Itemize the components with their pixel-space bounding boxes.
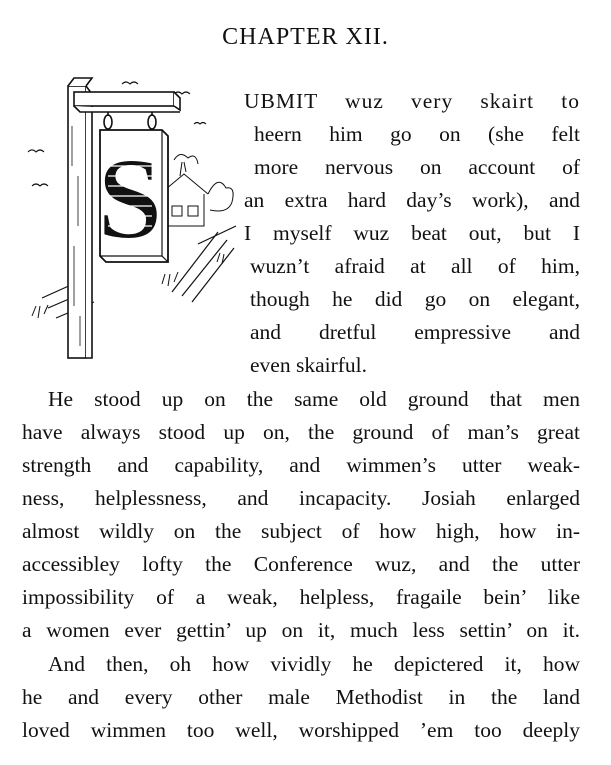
text-line: though he did go on elegant, xyxy=(250,287,580,311)
text-line: He stood up on the same old ground that men xyxy=(48,387,580,411)
signpost-drop-cap-illustration xyxy=(22,66,242,366)
text-line: even skairful. xyxy=(250,353,368,377)
text-line: almost wildly on the subject of how high, how in- xyxy=(22,519,580,543)
text-line: a women ever gettin’ up on it, much less settin’ on it. xyxy=(22,618,580,642)
text-line: wuzn’t afraid at all of him, xyxy=(250,254,580,278)
chapter-heading: CHAPTER XII. xyxy=(222,24,389,50)
text-line: and dretful empressive and xyxy=(250,320,580,344)
drop-cap-letter: S xyxy=(97,133,163,264)
text-line: strength and capability, and wimmen’s utter weak- xyxy=(22,453,580,477)
text-line: accessibley lofty the Conference wuz, and the utter xyxy=(22,552,580,576)
text-line: UBMIT wuz very skairt to xyxy=(244,89,580,113)
text-line: ness, helplessness, and incapacity. Josiah enlarged xyxy=(22,486,580,510)
text-line: loved wimmen too well, worshipped ’em too deeply xyxy=(22,718,580,742)
text-line: he and every other male Methodist in the land xyxy=(22,685,580,709)
text-line: more nervous on account of xyxy=(254,155,580,179)
house-and-trees xyxy=(160,154,233,226)
text-line: an extra hard day’s work), and xyxy=(244,188,580,212)
text-line: And then, oh how vividly he depictered it, how xyxy=(48,652,580,676)
text-line: I myself wuz beat out, but I xyxy=(244,221,580,245)
text-line: impossibility of a weak, helpless, fragaile bein’ like xyxy=(22,585,580,609)
text-line: heern him go on (she felt xyxy=(254,122,580,146)
text-line: have always stood up on, the ground of man’s great xyxy=(22,420,580,444)
sign-rings xyxy=(104,112,156,129)
